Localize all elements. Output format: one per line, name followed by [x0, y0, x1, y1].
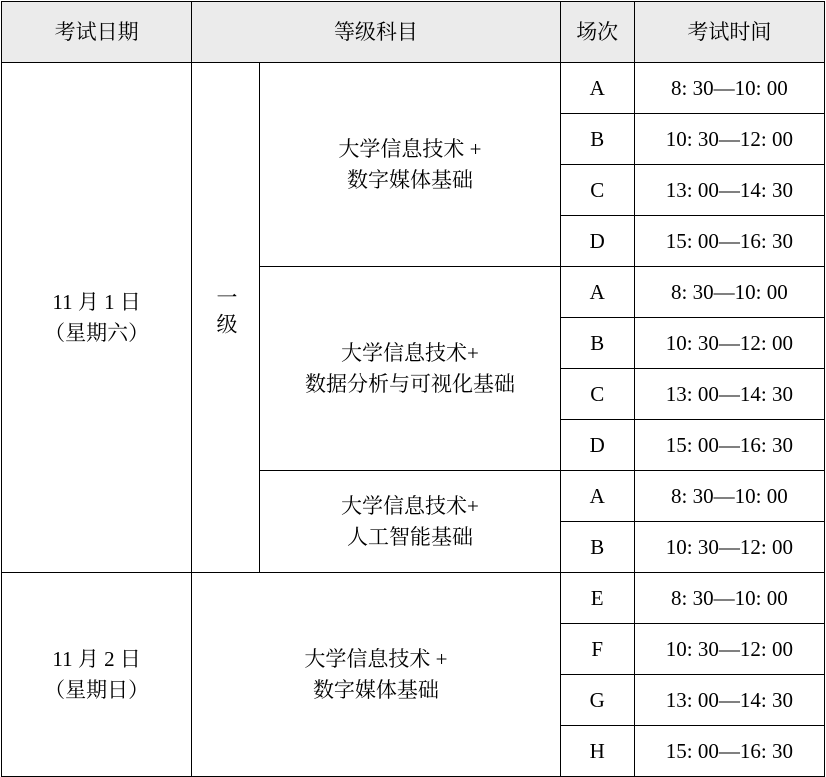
- table-body: [2, 63, 825, 777]
- header-row: [2, 2, 825, 63]
- time-cell: 15: 00—16: 30: [634, 216, 824, 267]
- session-cell: A: [560, 471, 634, 522]
- time-cell: 13: 00—14: 30: [634, 675, 824, 726]
- header-level-subject: 等级科目: [192, 2, 560, 63]
- session-cell: B: [560, 318, 634, 369]
- table-row: [2, 573, 825, 624]
- date-cell-day2: 11 月 2 日 （星期日）: [2, 573, 192, 777]
- table-header: [2, 2, 825, 63]
- exam-schedule-table: [1, 1, 825, 777]
- session-cell: E: [560, 573, 634, 624]
- time-cell: 15: 00—16: 30: [634, 420, 824, 471]
- session-cell: C: [560, 369, 634, 420]
- session-cell: A: [560, 267, 634, 318]
- subject-cell: 大学信息技术 + 数字媒体基础: [192, 573, 560, 777]
- table-row: [2, 63, 825, 114]
- time-cell: 10: 30—12: 00: [634, 522, 824, 573]
- header-exam-time: 考试时间: [634, 2, 824, 63]
- time-cell: 13: 00—14: 30: [634, 369, 824, 420]
- time-cell: 10: 30—12: 00: [634, 318, 824, 369]
- exam-schedule-sheet: [0, 1, 826, 763]
- level-cell: 一级: [192, 63, 260, 573]
- time-cell: 8: 30—10: 00: [634, 573, 824, 624]
- subject-cell: 大学信息技术 + 数字媒体基础: [260, 63, 560, 267]
- time-cell: 13: 00—14: 30: [634, 165, 824, 216]
- time-cell: 10: 30—12: 00: [634, 624, 824, 675]
- subject-cell: 大学信息技术+ 数据分析与可视化基础: [260, 267, 560, 471]
- session-cell: B: [560, 522, 634, 573]
- session-cell: D: [560, 420, 634, 471]
- time-cell: 8: 30—10: 00: [634, 63, 824, 114]
- session-cell: A: [560, 63, 634, 114]
- session-cell: D: [560, 216, 634, 267]
- time-cell: 10: 30—12: 00: [634, 114, 824, 165]
- subject-cell: 大学信息技术+ 人工智能基础: [260, 471, 560, 573]
- session-cell: H: [560, 726, 634, 777]
- session-cell: B: [560, 114, 634, 165]
- session-cell: G: [560, 675, 634, 726]
- session-cell: C: [560, 165, 634, 216]
- time-cell: 15: 00—16: 30: [634, 726, 824, 777]
- time-cell: 8: 30—10: 00: [634, 267, 824, 318]
- header-session: 场次: [560, 2, 634, 63]
- header-exam-date: 考试日期: [2, 2, 192, 63]
- date-cell-day1: 11 月 1 日 （星期六）: [2, 63, 192, 573]
- session-cell: F: [560, 624, 634, 675]
- time-cell: 8: 30—10: 00: [634, 471, 824, 522]
